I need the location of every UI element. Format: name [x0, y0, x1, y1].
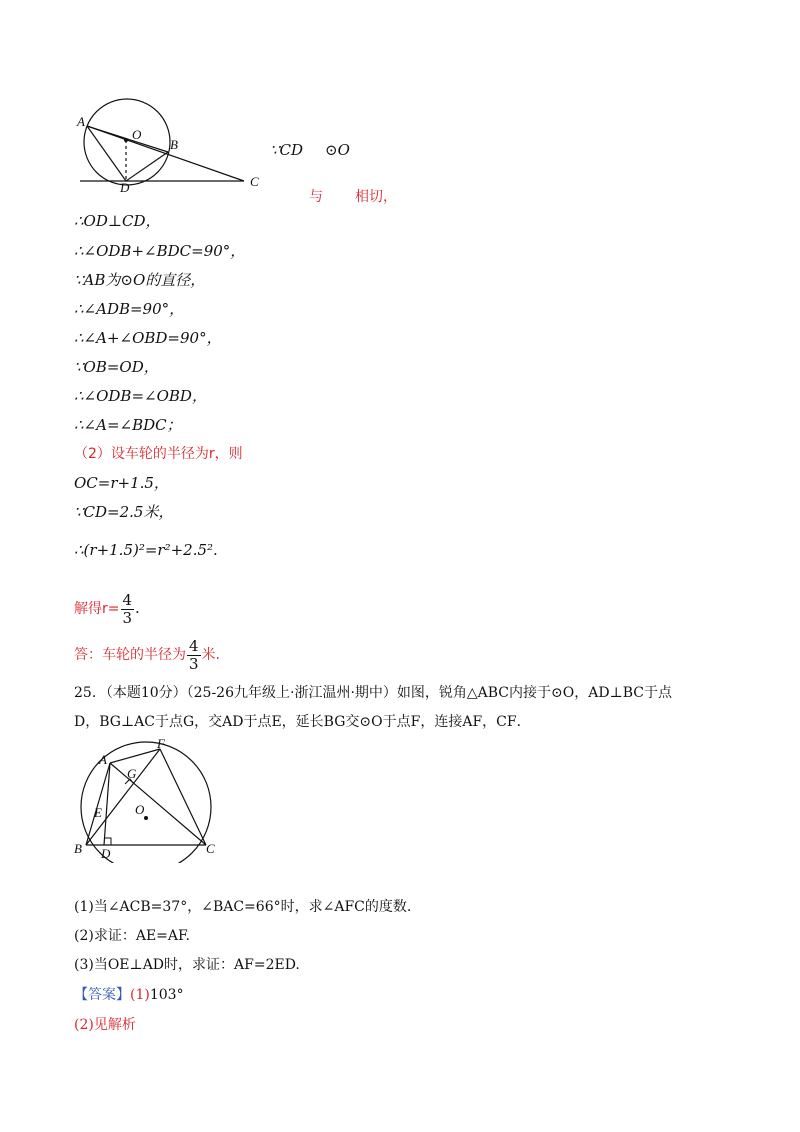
- fig2-label-d: D: [101, 846, 111, 861]
- answer-denominator: 3: [189, 654, 199, 673]
- because-cd-text: ∵CD: [270, 141, 304, 159]
- fig2-label-o: O: [135, 802, 145, 817]
- step-5: ∴∠A+∠OBD=90°，: [74, 329, 222, 347]
- segment-ac2: [110, 763, 206, 845]
- fig2-label-b: B: [74, 841, 82, 856]
- fig1-label-a: A: [77, 114, 85, 129]
- figure-inscribed-triangle: [74, 738, 224, 863]
- center-o2-dot: [144, 816, 148, 820]
- step-1: ∴OD⊥CD，: [74, 212, 161, 230]
- solve-numerator: 4: [122, 590, 133, 609]
- part2-cd: ∵CD=2.5米，: [74, 503, 174, 521]
- step-2: ∴∠ODB+∠BDC=90°，: [74, 242, 246, 260]
- yu-text: 与: [309, 189, 323, 205]
- part2-intro: （2）设车轮的半径为r，则: [74, 446, 243, 462]
- solve-suffix: .: [135, 599, 140, 617]
- step-3: ∵AB为⊙O的直径，: [74, 271, 206, 289]
- q25-line1: 25．（本题10分）（25-26九年级上·浙江温州·期中）如图，锐角△ABC内接于⊙O，AD⊥BC于点: [74, 685, 672, 701]
- answer-1-value: 103°: [149, 987, 184, 1003]
- answer-tag: 【答案】: [74, 987, 130, 1003]
- fig1-label-o: O: [132, 127, 142, 142]
- solve-denominator: 3: [122, 608, 133, 627]
- fig2-label-c: C: [206, 841, 215, 856]
- answer-row-2: (2)见解析: [74, 1017, 136, 1033]
- fig2-label-e: E: [94, 805, 102, 820]
- right-angle-d: [104, 838, 111, 845]
- fig2-label-f: F: [157, 736, 165, 751]
- segment-af2: [110, 749, 160, 763]
- fig1-label-b: B: [170, 137, 178, 152]
- fig1-label-d: D: [120, 180, 130, 195]
- answer-suffix: 米.: [201, 647, 220, 663]
- answer-prefix: 答：车轮的半径为: [74, 647, 186, 663]
- circle-o-text: ⊙O: [325, 141, 350, 159]
- step-7: ∴∠ODB=∠OBD，: [74, 387, 207, 405]
- fig2-label-g: G: [127, 766, 137, 781]
- fig2-label-a: A: [99, 752, 107, 767]
- segment-ad: [87, 126, 126, 181]
- part2-equation: ∴(r+1.5)²=r²+2.5².: [74, 541, 218, 559]
- step-4: ∴∠ADB=90°，: [74, 300, 185, 318]
- solve-prefix: 解得r=: [74, 601, 120, 617]
- segment-cf2: [160, 749, 206, 845]
- step-8: ∴∠A=∠BDC；: [74, 416, 182, 434]
- solve-fraction: [121, 592, 135, 627]
- answer-row-1: [74, 985, 184, 1005]
- part2-oc: OC=r+1.5，: [74, 474, 169, 492]
- question-3: (3)当OE⊥AD时，求证：AF=2ED.: [74, 957, 300, 973]
- center-o-dot: [124, 138, 128, 142]
- answer-1-prefix: (1): [130, 987, 150, 1003]
- answer-numerator: 4: [189, 636, 199, 655]
- xiangqie-text: 相切，: [355, 189, 397, 205]
- fig1-label-c: C: [250, 174, 259, 189]
- question-1: (1)当∠ACB=37°，∠BAC=66°时，求∠AFC的度数.: [74, 899, 412, 915]
- solve-line: [74, 586, 140, 630]
- answer-line: [74, 632, 220, 676]
- q25-line2: D，BG⊥AC于点G，交AD于点E，延长BG交⊙O于点F，连接AF，CF．: [74, 714, 531, 730]
- circle-o: [84, 99, 170, 185]
- question-2: (2)求证：AE=AF.: [74, 928, 190, 944]
- answer-fraction: [187, 638, 201, 673]
- step-6: ∵OB=OD，: [74, 358, 159, 376]
